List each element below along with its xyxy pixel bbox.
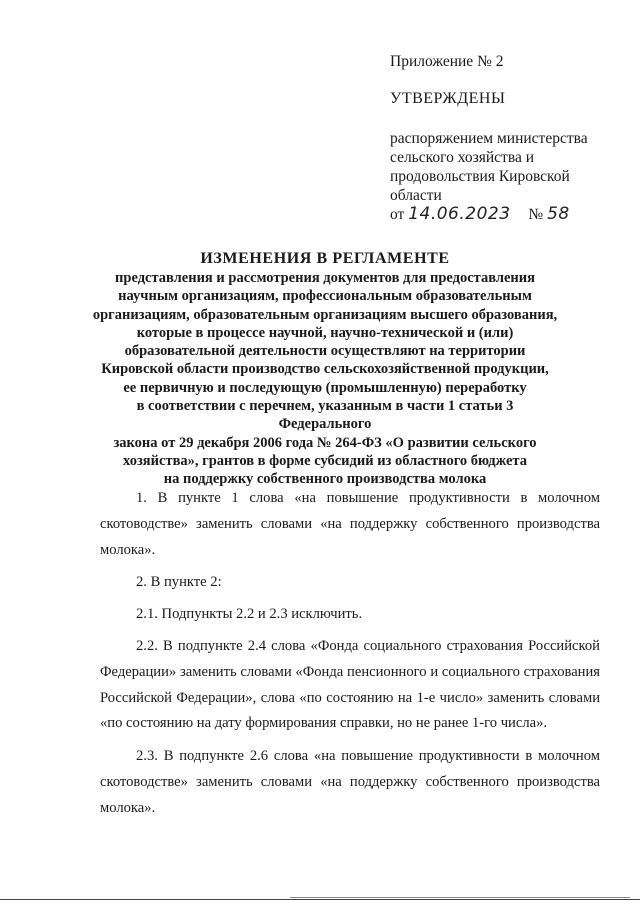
title-main: ИЗМЕНЕНИЯ В РЕГЛАМЕНТЕ <box>200 250 450 267</box>
handwritten-number: 58 <box>547 204 570 224</box>
title-line: образовательной деятельности осуществляют на территории <box>124 343 526 360</box>
annex-label: Приложение № 2 <box>390 53 504 70</box>
paragraph-1: 1. В пункте 1 слова «на повышение продуктивности в молочном скотоводстве» заменить словами «на поддержку собственного производства молока». <box>100 490 600 558</box>
title-line: в соответствии с перечнем, указанным в части 1 статьи 3 Федерального <box>136 398 514 433</box>
approved-label: УТВЕРЖДЕНЫ <box>390 90 506 107</box>
approval-source-line: распоряжением министерства <box>390 130 588 147</box>
handwritten-date: 14.06.2023 <box>408 204 511 224</box>
approval-source-line: области <box>390 187 442 204</box>
title-line: организациям, образовательным организациям высшего образования, <box>92 306 558 323</box>
paragraph-2-1: 2.1. Подпункты 2.2 и 2.3 исключить. <box>136 606 363 623</box>
approval-block <box>390 52 630 224</box>
approval-date-line <box>390 205 630 224</box>
approval-source-line: сельского хозяйства и <box>390 149 534 166</box>
document-body <box>100 486 600 829</box>
title-line: которые в процессе научной, научно-технической и (или) <box>136 324 514 341</box>
paragraph-2-3: 2.3. В подпункте 2.6 слова «на повышение продуктивности в молочном скотоводстве» заменить словами «на поддержку собственного производства молока». <box>100 748 600 816</box>
number-prefix: № <box>528 206 544 223</box>
approval-source <box>390 129 630 205</box>
title-line: представления и рассмотрения документов для предоставления <box>115 270 535 286</box>
title-line: хозяйства», грантов в форме субсидий из областного бюджета <box>123 452 527 469</box>
paragraph-2-2: 2.2. В подпункте 2.4 слова «Фонда социального страхования Российской Федерации» заменить словами «Фонда пенсионного и социального страхования Российской Федерации», слова «по состоянию на 1-е число» заменить словами «по состоянию на дату формирования справки, но не ранее 1-го числа». <box>100 637 600 732</box>
title-line: закона от 29 декабря 2006 года № 264-ФЗ «О развитии сельского <box>113 434 537 451</box>
title-line: ее первичную и последующую (промышленную) переработку <box>123 379 527 396</box>
approval-source-line: продовольствия Кировской <box>390 168 570 185</box>
title-line: Кировской области производство сельскохозяйственной продукции, <box>101 361 549 378</box>
scan-edge-line <box>290 897 630 898</box>
document-title <box>90 249 560 489</box>
title-line: на поддержку собственного производства молока <box>163 471 487 488</box>
title-sub <box>90 269 560 489</box>
date-prefix: от <box>390 206 405 223</box>
title-line: научным организациям, профессиональным образовательным <box>118 288 532 305</box>
paragraph-2: 2. В пункте 2: <box>136 574 222 591</box>
scan-edge-line <box>0 899 640 900</box>
